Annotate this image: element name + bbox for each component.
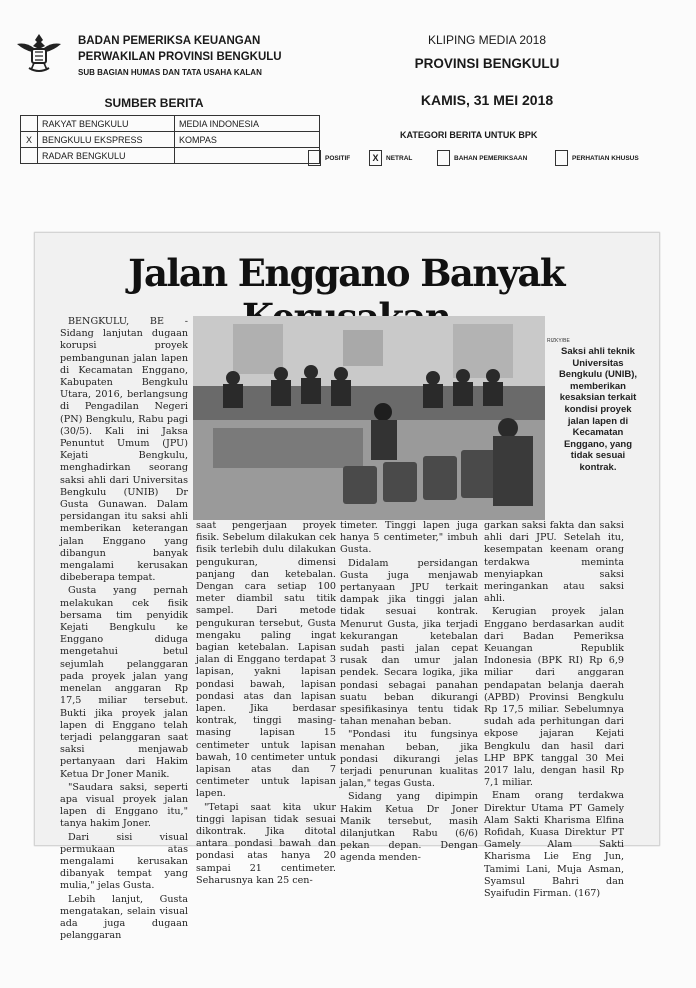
category-heading: KATEGORI BERITA UNTUK BPK (400, 130, 538, 140)
article-paragraph: "Pondasi itu fungsinya menahan beban, jika pondasi dikurangi jelas terjadi penurunan kualitas jalan," tegas Gusta. (340, 729, 478, 790)
sources-heading: SUMBER BERITA (104, 96, 204, 110)
article-paragraph: Sidang yang dipimpin Hakim Ketua Dr Joner Manik tersebut, masih dilanjutkan Rabu (6/6) pekan depan. Dengan agenda menden- (340, 791, 478, 864)
category-label: POSITIF (325, 154, 351, 162)
category-bahan (437, 150, 527, 166)
clipping-date: KAMIS, 31 MEI 2018 (420, 92, 554, 108)
article-paragraph: timeter. Tinggi lapen juga hanya 5 centimeter," imbuh Gusta. (340, 520, 478, 556)
clipping-title: KLIPING MEDIA 2018 (427, 33, 547, 47)
category-checkbox (555, 150, 568, 166)
sources-row (21, 148, 320, 164)
article-paragraph: Enam orang terdakwa Direktur Utama PT Gamely Alam Sakti Kharisma Elfina Rofidah, Kuasa Direktur PT Gamely Alam Sakti Kharisma Lie Eng Jun, Tamimi Lani, Muja Asman, Syamsul Bahri dan Syaifudin Firman. (167) (484, 790, 624, 900)
article-column-1 (60, 316, 188, 942)
article-paragraph: Gusta yang pernah melakukan cek fisik bersama tim penyidik Kejati Bengkulu ke Enggano diduga mengetahui betul sejumlah pelanggaran pada proyek jalan yang menelan anggaran Rp 17,5 miliar tersebut. Bukti jika proyek jalan lapen di Enggano telah terjadi pelanggaran saat saksi menjawab pertanyaan dari Hakim Ketua Dr Joner Manik. (60, 585, 188, 780)
sources-row (21, 116, 320, 132)
category-checkbox (308, 150, 321, 166)
source-right: MEDIA INDONESIA (175, 116, 320, 132)
article-paragraph: BENGKULU, BE - Sidang lanjutan dugaan korupsi proyek pembangunan jalan lapen di Kecamatan Enggano, Kabupaten Bengkulu Utara, 2016, berlangsung di Pengadilan Negeri (PN) Bengkulu, Rabu pagi (30/5). Kali ini Jaksa Penuntut Umum (JPU) Kejati Bengkulu, menghadirkan seorang saksi ahli dari Universitas Bengkulu (UNIB) Dr Gusta Gunawan. Dalam persidangan itu saksi ahli memberikan keterangan jalan Enggano yang dibangun banyak mengalami kerusakan dibeberapa tempat. (60, 316, 188, 584)
article-paragraph: garkan saksi fakta dan saksi ahli dari JPU. Setelah itu, kesempatan keenam orang terdakwa meminta menyiapkan saksi meringankan atau saksi ahli. (484, 520, 624, 605)
article-paragraph: Lebih lanjut, Gusta mengatakan, selain visual ada juga dugaan pelanggaran (60, 893, 188, 942)
category-netral (369, 150, 412, 166)
source-mark (21, 116, 38, 132)
category-label: BAHAN PEMERIKSAAN (454, 154, 528, 162)
article-column-3 (340, 520, 478, 864)
source-left: RAKYAT BENGKULU (38, 116, 175, 132)
article-headline: Jalan Enggano Banyak (128, 251, 564, 295)
photo-credit: RIZKY/BE (547, 338, 570, 344)
sources-table (20, 115, 320, 164)
category-label: NETRAL (386, 154, 413, 162)
clipping-province: PROVINSI BENGKULU (414, 56, 560, 71)
category-checkbox (437, 150, 450, 166)
source-mark (21, 148, 38, 164)
category-positif (308, 150, 350, 166)
source-right (175, 148, 320, 164)
article-paragraph: saat pengerjaan proyek fisik. Sebelum dilakukan cek fisik terlebih dulu dilakukan pengukuran, dimensi panjang dan ketebalan. Dengan cara setiap 100 meter diambil satu titik sampel. Dari metode pengukuran tersebut, Gusta mengaku paling ingat bagian ketebalan. Lapisan jalan di Enggano terdapat 3 lapisan, yakni lapisan pondasi bawah, lapisan pondasi atas dan lapisan lapen. Jika berdasar kontrak, tinggi masing-masing lapisan 15 centimeter untuk lapisan bawah, 10 centimeter untuk lapisan atas dan 7 centimeter untuk lapisan lapen. (196, 520, 336, 800)
source-right: KOMPAS (175, 132, 320, 148)
photo-caption: Saksi ahli teknik Universitas Bengkulu (UNIB), memberikan kesaksian terkait kondisi proyek jalan lapen di Kecamatan Enggano, yang tidak sesuai kontrak. (558, 346, 638, 473)
source-left: BENGKULU EKSPRESS (38, 132, 175, 148)
article-paragraph: Dari sisi visual permukaan atas mengalami kerusakan dibanyak tempat yang mulia," jelas Gusta. (60, 831, 188, 892)
sources-row (21, 132, 320, 148)
article-paragraph: Kerugian proyek jalan Enggano berdasarkan audit dari Badan Pemeriksa Keuangan Republik Indonesia (BPK RI) Rp 6,9 miliar dari anggaran pendapatan belanja daerah (APBD) Provinsi Bengkulu Rp 17,5 miliar. Sebelumnya sudah ada perhitungan dari ekpose jajaran Kejati Bengkulu dan hasil dari LHP BPK tanggal 30 Mei 2017 lalu, dengan hasil Rp 7,1 miliar. (484, 606, 624, 789)
article-column-4 (484, 520, 624, 900)
garuda-emblem-icon (14, 30, 64, 76)
org-branch: PERWAKILAN PROVINSI BENGKULU (78, 51, 282, 63)
category-label: PERHATIAN KHUSUS (572, 154, 639, 162)
article-paragraph: "Tetapi saat kita ukur tinggi lapisan tidak sesuai dikontrak. Jika ditotal antara pondasi bawah dan pondasi atas hanya 20 sampai 21 centimeter. Seharusnya kan 25 cen- (196, 801, 336, 886)
source-left: RADAR BENGKULU (38, 148, 175, 164)
category-checkbox: X (369, 150, 382, 166)
source-mark: X (21, 132, 38, 148)
org-name: BADAN PEMERIKSA KEUANGAN (78, 35, 261, 47)
category-perhatian (555, 150, 639, 166)
courtroom-photo (193, 316, 545, 520)
article-paragraph: "Saudara saksi, seperti apa visual proyek jalan lapen di Enggano itu," tanya hakim Joner. (60, 781, 188, 830)
article-paragraph: Didalam persidangan Gusta juga menjawab pertanyaan JPU terkait dampak jika tinggi jalan tidak sesuai kontrak. Menurut Gusta, jika terjadi kekurangan ketebalan sudah pasti jalan cepat rusak dan umur jalan pendek. Secara logika, jika pondasi sebagai panahan suatu beban dikurangi spesifikasinya tentu tidak tahan menahan beban. (340, 557, 478, 728)
org-subdivision: SUB BAGIAN HUMAS DAN TATA USAHA KALAN (78, 68, 262, 77)
article-column-2 (196, 520, 336, 886)
